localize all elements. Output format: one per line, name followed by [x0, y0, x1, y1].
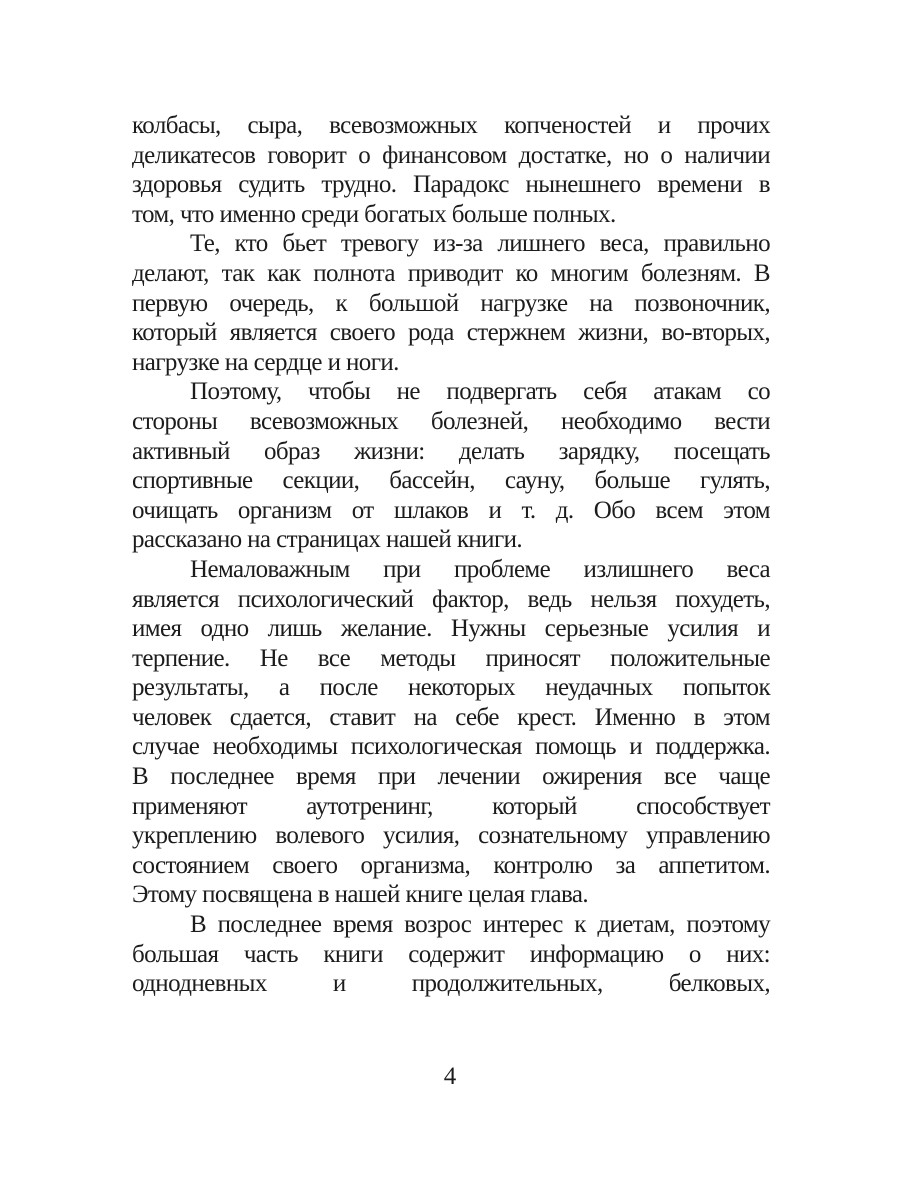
text-line: Этому посвящена в нашей книге целая глава.: [132, 881, 588, 909]
text-line: первую очередь, к большой нагрузке на позвоночник,: [132, 289, 770, 317]
text-line: стороны всевозможных болезней, необходимо вести: [132, 407, 770, 435]
page-number: 4: [443, 1063, 457, 1090]
text-line: Поэтому, чтобы не подвергать себя атакам со: [190, 378, 770, 406]
text-line: укреплению волевого усилия, сознательному управлению: [132, 822, 770, 850]
text-line: является психологический фактор, ведь нельзя похудеть,: [132, 585, 770, 613]
text-line: однодневных и продолжительных, белковых,: [132, 970, 770, 998]
text-line: деликатесов говорит о финансовом достатке, но о наличии: [132, 141, 770, 169]
text-line: активный образ жизни: делать зарядку, посещать: [132, 437, 770, 465]
text-line: который является своего рода стержнем жизни, во-вторых,: [132, 319, 770, 347]
text-line: большая часть книги содержит информацию о них:: [132, 940, 770, 968]
text-line: В последнее время при лечении ожирения все чаще: [132, 763, 770, 791]
paragraph: [132, 229, 770, 377]
text-line: Те, кто бьет тревогу из-за лишнего веса, правильно: [190, 230, 770, 258]
text-line: очищать организм от шлаков и т. д. Обо всем этом: [132, 496, 770, 524]
page-body: [132, 111, 770, 999]
paragraph: [132, 111, 770, 229]
text-line: спортивные секции, бассейн, сауну, больше гулять,: [132, 467, 770, 495]
text-line: нагрузке на сердце и ноги.: [132, 348, 399, 376]
text-line: результаты, а после некоторых неудачных попыток: [132, 674, 770, 702]
text-line: колбасы, сыра, всевозможных копченостей и прочих: [132, 112, 770, 139]
text-line: делают, так как полнота приводит ко многим болезням. В: [132, 259, 770, 287]
paragraph: [132, 910, 770, 999]
text-line: В последнее время возрос интерес к диетам, поэтому: [190, 911, 770, 939]
text-line: случае необходимы психологическая помощь и поддержка.: [132, 733, 770, 761]
text-line: применяют аутотренинг, который способствует: [132, 792, 770, 820]
text-line: терпение. Не все методы приносят положительные: [132, 644, 770, 672]
text-line: человек сдается, ставит на себе крест. Именно в этом: [132, 703, 770, 731]
text-line: имея одно лишь желание. Нужны серьезные усилия и: [132, 615, 770, 643]
text-line: здоровья судить трудно. Парадокс нынешнего времени в: [132, 171, 770, 199]
paragraph: [132, 555, 770, 910]
paragraph: [132, 377, 770, 555]
text-line: состоянием своего организма, контролю за аппетитом.: [132, 851, 770, 879]
text-line: рассказано на страницах нашей книги.: [132, 526, 523, 554]
text-line: том, что именно среди богатых больше полных.: [132, 200, 616, 228]
text-line: Немаловажным при проблеме излишнего веса: [190, 555, 770, 583]
